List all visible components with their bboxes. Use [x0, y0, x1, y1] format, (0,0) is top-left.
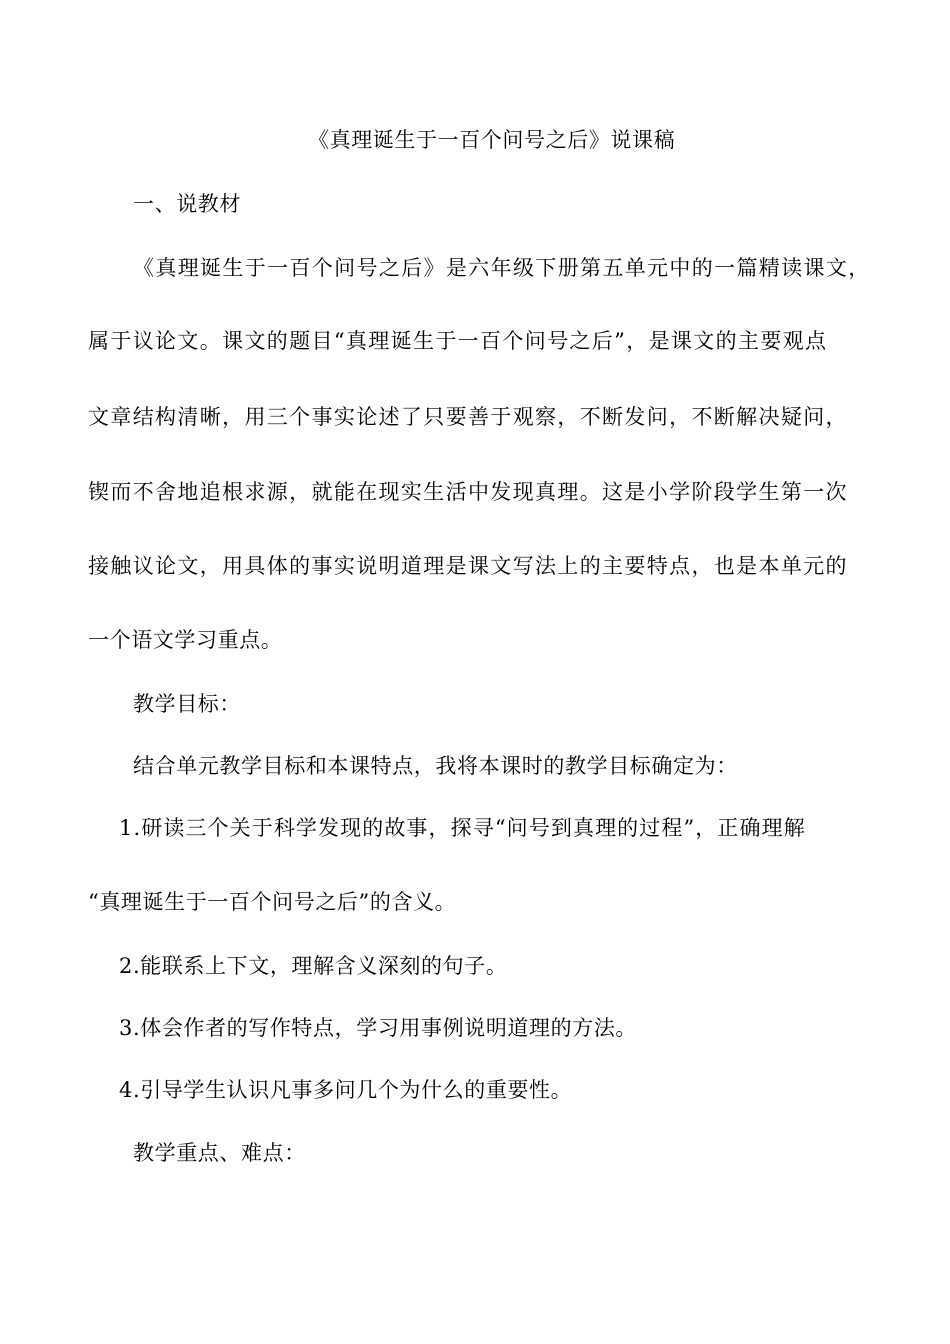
goal-item-1-continuation: “真理诞生于一百个问号之后”的含义。	[88, 890, 457, 914]
paragraph-line: 属于议论文。课文的题目“真理诞生于一百个问号之后”，是课文的主要观点	[88, 329, 828, 353]
teaching-goals-heading: 教学目标：	[133, 692, 241, 716]
paragraph-line: 文章结构清晰，用三个事实论述了只要善于观察，不断发问，不断解决疑问，	[88, 405, 848, 429]
goal-item-2: 2.能联系上下文，理解含义深刻的句子。	[119, 954, 508, 978]
goal-item-4: 4.引导学生认识凡事多问几个为什么的重要性。	[119, 1078, 573, 1102]
paragraph-line: 锲而不舍地追根求源，就能在现实生活中发现真理。这是小学阶段学生第一次	[88, 480, 848, 504]
section-heading-textbook: 一、说教材	[133, 192, 241, 216]
document-title: 《真理诞生于一百个问号之后》说课稿	[308, 128, 676, 152]
goal-item-1: 1.研读三个关于科学发现的故事，探寻“问号到真理的过程”，正确理解	[119, 816, 806, 840]
paragraph-line: 接触议论文，用具体的事实说明道理是课文写法上的主要特点，也是本单元的	[88, 554, 848, 578]
key-points-heading: 教学重点、难点：	[133, 1141, 306, 1165]
goal-item-3: 3.体会作者的写作特点，学习用事例说明道理的方法。	[119, 1016, 638, 1040]
teaching-goals-intro: 结合单元教学目标和本课特点，我将本课时的教学目标确定为：	[133, 754, 738, 778]
paragraph-line: 一个语文学习重点。	[88, 628, 283, 652]
paragraph-line: 《真理诞生于一百个问号之后》是六年级下册第五单元中的一篇精读课文，	[133, 256, 871, 280]
